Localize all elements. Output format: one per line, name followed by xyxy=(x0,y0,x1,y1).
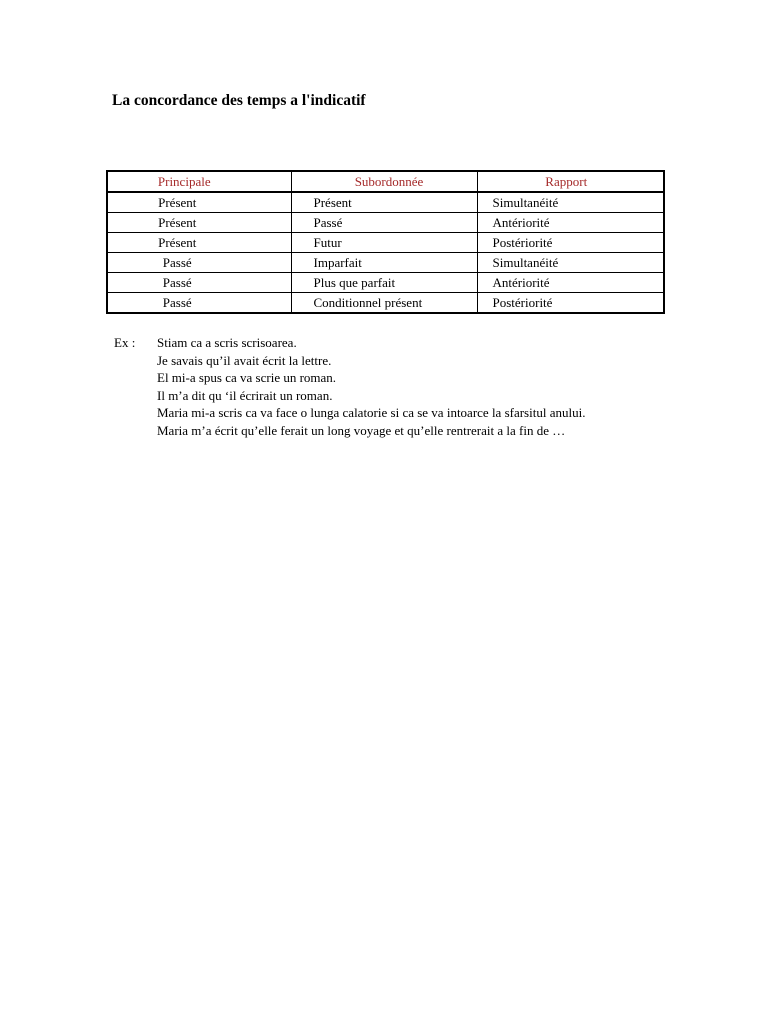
page-title: La concordance des temps a l'indicatif xyxy=(112,92,366,109)
cell-rapport: Simultanéité xyxy=(477,192,664,213)
example-line: Il m’a dit qu ‘il écrirait un roman. xyxy=(157,387,333,403)
table-row xyxy=(107,233,664,253)
table-header-row xyxy=(107,171,664,192)
cell-subordonnee: Conditionnel présent xyxy=(291,293,477,314)
cell-principale: Passé xyxy=(107,253,291,273)
cell-rapport: Simultanéité xyxy=(477,253,664,273)
cell-rapport: Postériorité xyxy=(477,293,664,314)
cell-principale: Présent xyxy=(107,233,291,253)
example-line: Stiam ca a scris scrisoarea. xyxy=(157,335,297,350)
cell-principale: Passé xyxy=(107,293,291,314)
cell-subordonnee: Plus que parfait xyxy=(291,273,477,293)
table-row xyxy=(107,293,664,314)
table-row xyxy=(107,253,664,273)
example-line: Maria m’a écrit qu’elle ferait un long voyage et qu’elle rentrerait a la fin de … xyxy=(157,422,566,438)
examples-list xyxy=(157,334,717,440)
table-row xyxy=(107,213,664,233)
column-header-principale: Principale xyxy=(107,171,291,192)
example-line: Maria mi-a scris ca va face o lunga calatorie si ca se va intoarce la sfarsitul anului. xyxy=(157,405,586,421)
examples-label: Ex : xyxy=(114,335,136,350)
cell-subordonnee: Passé xyxy=(291,213,477,233)
example-line: El mi-a spus ca va scrie un roman. xyxy=(157,370,337,386)
cell-rapport: Postériorité xyxy=(477,233,664,253)
cell-subordonnee: Futur xyxy=(291,233,477,253)
cell-principale: Présent xyxy=(107,213,291,233)
cell-principale: Présent xyxy=(107,192,291,213)
cell-subordonnee: Présent xyxy=(291,192,477,213)
concordance-table xyxy=(106,170,665,314)
table-row xyxy=(107,192,664,213)
cell-rapport: Antériorité xyxy=(477,213,664,233)
column-header-rapport: Rapport xyxy=(477,171,664,192)
column-header-subordonnee: Subordonnée xyxy=(291,171,477,192)
example-line: Je savais qu’il avait écrit la lettre. xyxy=(157,352,332,368)
cell-subordonnee: Imparfait xyxy=(291,253,477,273)
table-row xyxy=(107,273,664,293)
cell-principale: Passé xyxy=(107,273,291,293)
cell-rapport: Antériorité xyxy=(477,273,664,293)
